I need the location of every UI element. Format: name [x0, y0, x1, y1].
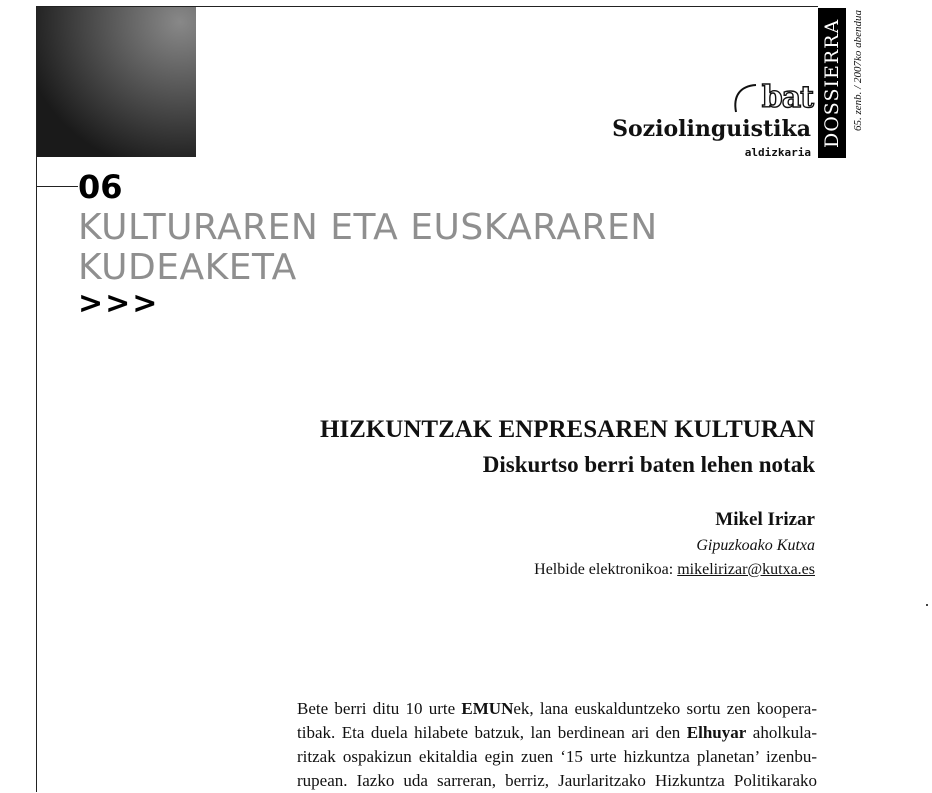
magazine-title: Soziolinguistika [612, 116, 811, 142]
dossier-label: DOSSIERRA [818, 8, 846, 158]
body-text-run: tibak. Eta duela hilabete batzuk, lan berdinean ari den [297, 723, 687, 742]
logo-swoosh-icon [730, 82, 760, 116]
body-text-run: Bete berri ditu 10 urte [297, 699, 462, 718]
article-title: HIZKUNTZAK ENPRESAREN KULTURAN [320, 416, 815, 443]
body-line-1 [297, 697, 817, 721]
issue-info: 65. zenb. / 2007ko abendua [852, 10, 864, 131]
body-line-3: ritzak ospakizun ekitaldia egin zuen ‘15 urte hizkuntza planetan’ izenbu- [297, 747, 817, 766]
section-title-line-1: KULTURAREN ETA EUSKARAREN [78, 207, 658, 248]
flower-photo [37, 7, 196, 157]
section-arrows: >>> [78, 286, 160, 321]
body-line-2 [297, 721, 817, 745]
email-label: Helbide elektronikoa: [534, 561, 674, 578]
body-bold-elhuyar: Elhuyar [686, 723, 747, 742]
frame-section-line [36, 186, 78, 187]
article-subtitle: Diskurtso berri baten lehen notak [482, 452, 815, 477]
email-line [534, 561, 815, 579]
author-organization: Gipuzkoako Kutxa [696, 537, 815, 554]
email-link[interactable]: mikelirizar@kutxa.es [677, 561, 815, 578]
body-line-4: rupean. Iazko uda sarreran, berriz, Jaurlaritzako Hizkuntza Politikarako [297, 771, 817, 790]
article-body [297, 697, 817, 793]
magazine-logo [600, 80, 815, 170]
section-title [78, 208, 738, 288]
body-text-run: aholkula- [746, 723, 818, 742]
body-bold-emun: EMUN [461, 699, 514, 718]
section-number: 06 [78, 168, 123, 206]
magazine-subtitle: aldizkaria [744, 146, 811, 159]
body-text-run: ek, lana euskalduntzeko sortu zen koopera- [513, 699, 817, 718]
logo-bat-mark: bat [761, 80, 813, 115]
section-title-line-2: KUDEAKETA [78, 247, 297, 288]
stray-dot [926, 604, 928, 606]
author-name: Mikel Irizar [715, 509, 815, 530]
